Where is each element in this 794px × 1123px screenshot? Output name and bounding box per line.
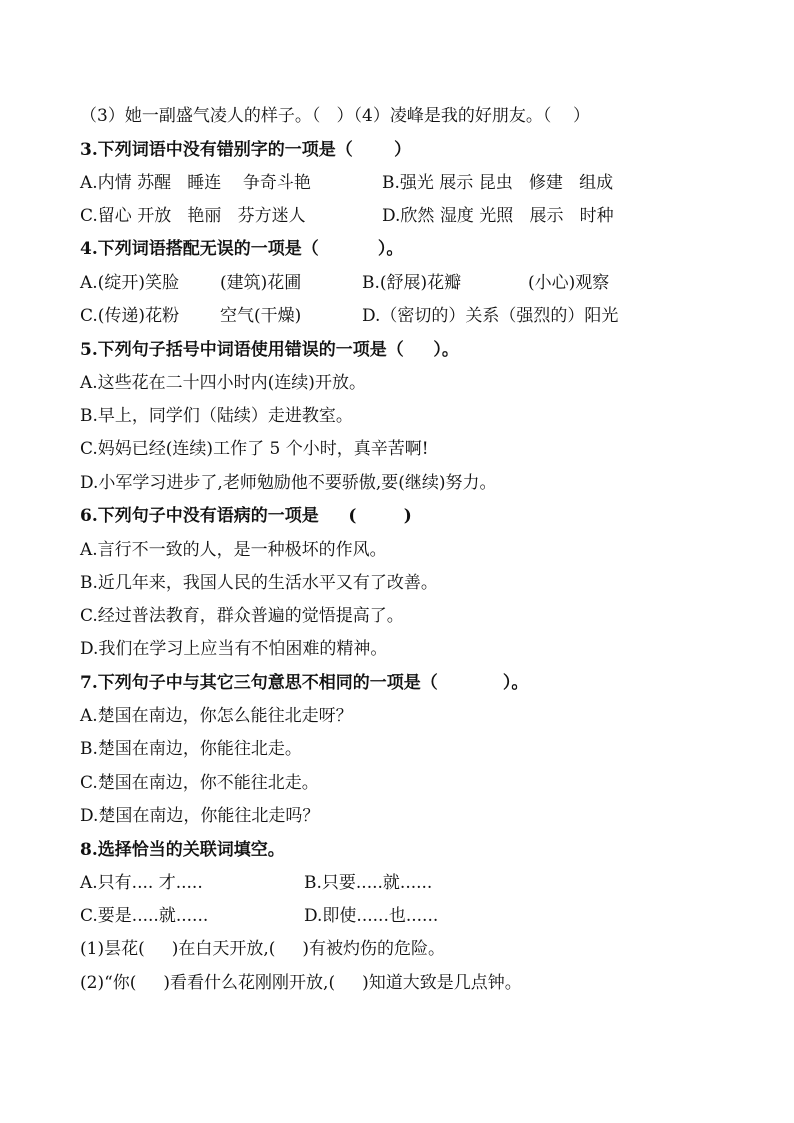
option-d: D.小军学习进步了,老师勉励他不要骄傲,要(继续)努力。 bbox=[80, 473, 497, 493]
question-8-options-row-1 bbox=[80, 871, 764, 895]
option-d: D.即使......也...... bbox=[304, 906, 439, 926]
option-b: B.早上，同学们（陆续）走进教室。 bbox=[80, 406, 353, 426]
option-b: B.楚国在南边，你能往北走。 bbox=[80, 739, 302, 759]
question-7-title: 7.下列句子中与其它三句意思不相同的一项是（ ）。 bbox=[80, 673, 529, 693]
question-5-title: 5.下列句子括号中词语使用错误的一项是（ ）。 bbox=[80, 340, 459, 360]
option-a: A.(绽开)笑脸 bbox=[80, 273, 179, 293]
option-c: C.经过普法教育，群众普遍的觉悟提高了。 bbox=[80, 606, 404, 626]
option-c: C.妈妈已经(连续)工作了 5 个小时，真辛苦啊! bbox=[80, 439, 429, 459]
question-4-options-row-2 bbox=[80, 304, 764, 328]
option-d: D.我们在学习上应当有不怕困难的精神。 bbox=[80, 639, 388, 659]
question-8-options-row-2 bbox=[80, 904, 764, 928]
option-a: A.内情 苏醒 睡连 争奇斗艳 bbox=[80, 173, 311, 193]
option-b-second: (小心)观察 bbox=[528, 273, 610, 293]
option-b: B.只要.....就...... bbox=[304, 873, 433, 893]
question-3-title: 3.下列词语中没有错别字的一项是（ ） bbox=[80, 140, 412, 160]
option-b: B.近几年来，我国人民的生活水平又有了改善。 bbox=[80, 573, 438, 593]
option-a: A.只有.... 才..... bbox=[80, 873, 203, 893]
option-a: A.楚国在南边，你怎么能往北走呀？ bbox=[80, 706, 353, 726]
question-3-options-row-2 bbox=[80, 204, 764, 228]
option-d: D.欣然 湿度 光照 展示 时种 bbox=[382, 206, 614, 226]
option-b: B.(舒展)花瓣 bbox=[362, 273, 462, 293]
option-c-second: 空气(干燥) bbox=[220, 306, 302, 326]
question-4-title: 4.下列词语搭配无误的一项是（ ）。 bbox=[80, 239, 404, 259]
option-d: D.（密切的）关系（强烈的）阳光 bbox=[362, 306, 619, 326]
option-c: C.要是.....就...... bbox=[80, 906, 209, 926]
question-8-title: 8.选择恰当的关联词填空。 bbox=[80, 840, 285, 860]
option-a-second: (建筑)花圃 bbox=[220, 273, 302, 293]
option-a: A.言行不一致的人，是一种极坏的作风。 bbox=[80, 540, 387, 560]
question-6-title: 6.下列句子中没有语病的一项是 ( ) bbox=[80, 506, 412, 526]
sentence-items-3-4: （3）她一副盛气凌人的样子。（ ）（4）凌峰是我的好朋友。（ ） bbox=[80, 106, 590, 126]
question-3-options-row-1 bbox=[80, 171, 764, 195]
option-a: A.这些花在二十四小时内(连续)开放。 bbox=[80, 373, 366, 393]
fill-blank-sentence-2: (2)“你( )看看什么花刚刚开放,( )知道大致是几点钟。 bbox=[80, 973, 522, 993]
option-b: B.强光 展示 昆虫 修建 组成 bbox=[382, 173, 614, 193]
option-d: D.楚国在南边，你能往北走吗？ bbox=[80, 806, 320, 826]
option-c: C.楚国在南边，你不能往北走。 bbox=[80, 773, 319, 793]
option-c: C.留心 开放 艳丽 芬方迷人 bbox=[80, 206, 306, 226]
fill-blank-sentence-1: (1)昙花( )在白天开放,( )有被灼伤的危险。 bbox=[80, 939, 446, 959]
question-4-options-row-1 bbox=[80, 271, 764, 295]
option-c: C.(传递)花粉 bbox=[80, 306, 180, 326]
